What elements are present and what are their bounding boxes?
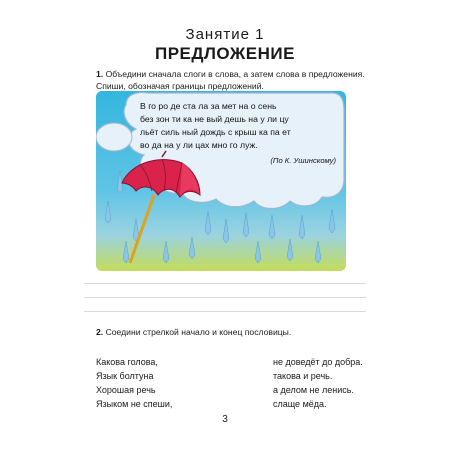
cloud-passage [140, 100, 336, 167]
proverb-end-4[interactable]: слаще мёда. [273, 399, 327, 409]
proverb-start-4[interactable]: Языком не спеши, [96, 399, 173, 409]
proverb-end-2[interactable]: такова и речь. [273, 371, 333, 381]
passage-line-4: во да на у ли цах мно го луж. [140, 140, 258, 150]
writing-line-1[interactable] [84, 283, 366, 284]
task2-number: 2. [96, 327, 104, 337]
task2-instruction [96, 326, 382, 338]
proverb-end-3[interactable]: а делом не ленись. [273, 385, 354, 395]
task1-text-line1: Объедини сначала слоги в слова, а затем слова в предложения. [105, 69, 365, 79]
lesson-number: Занятие 1 [185, 26, 265, 43]
page-number: 3 [222, 414, 228, 425]
writing-line-3[interactable] [84, 311, 366, 312]
lesson-title: ПРЕДЛОЖЕНИЕ [155, 44, 295, 63]
passage-line-2: без зон ти ка не вый дешь на у ли цу [140, 114, 289, 124]
passage-line-3: льёт силь ный дождь с крыш ка па ет [140, 127, 291, 137]
proverb-start-3[interactable]: Хорошая речь [96, 385, 156, 395]
passage-author: (По К. Ушинскому) [270, 156, 336, 165]
proverb-start-2[interactable]: Язык болтуна [96, 371, 154, 381]
passage-line-1: В го ро де ста ла за мет на о сень [140, 101, 277, 111]
proverb-start-1[interactable]: Какова голова, [96, 357, 158, 367]
writing-line-2[interactable] [84, 297, 366, 298]
task1-number: 1. [96, 69, 104, 79]
task2-text: Соедини стрелкой начало и конец пословицы. [105, 327, 292, 337]
task1-text-line2: Спиши, обозначая границы предложений. [96, 81, 264, 91]
proverb-end-1[interactable]: не доведёт до добра. [273, 357, 363, 367]
task1-instruction [96, 68, 382, 92]
